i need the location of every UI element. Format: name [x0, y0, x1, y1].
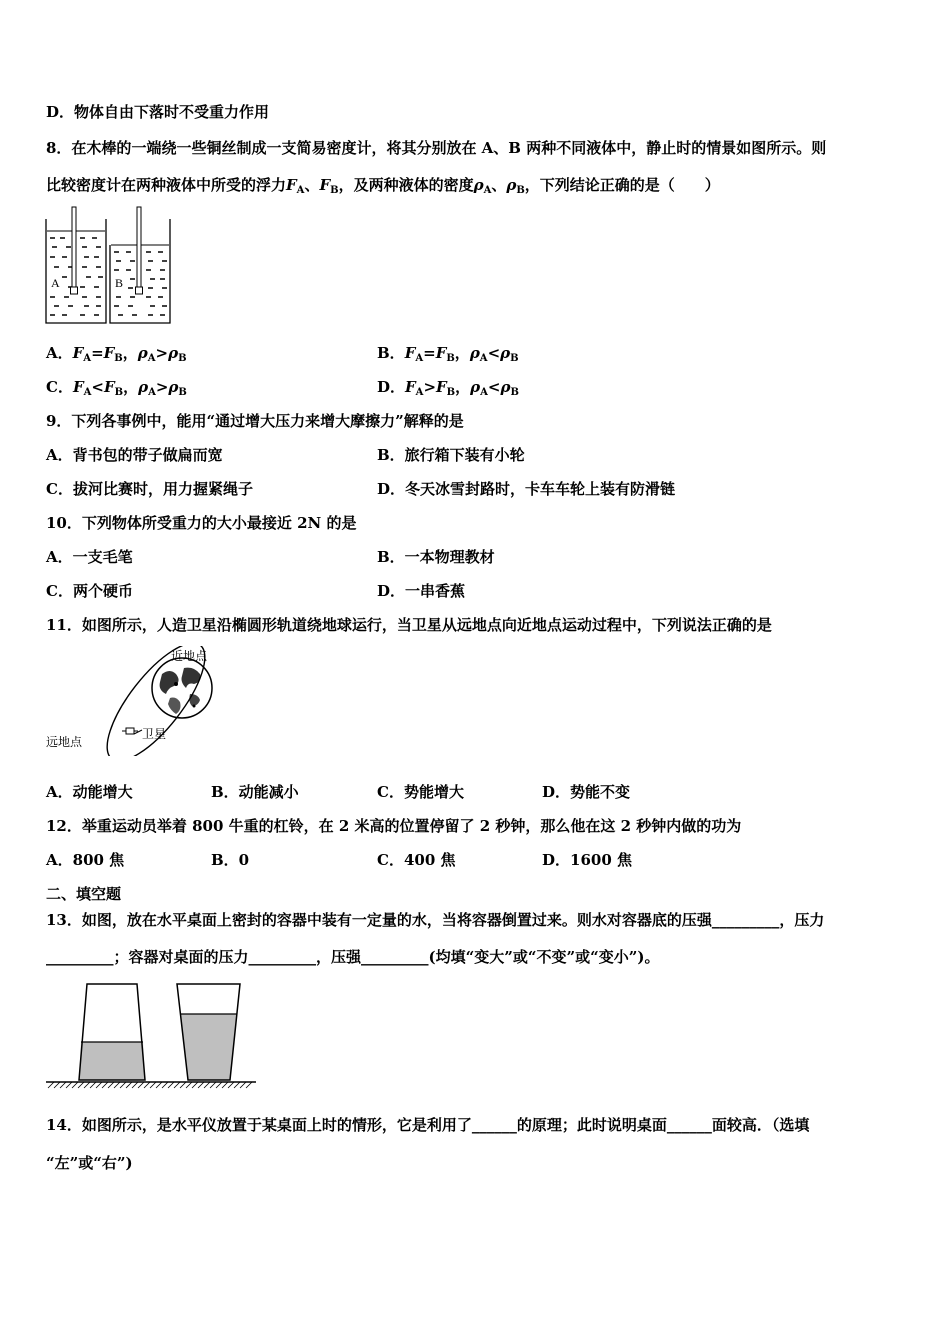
hydrometer-a: [71, 207, 78, 294]
q13-container-figure: [44, 980, 260, 1092]
q13-stem-line1: 13．如图，放在水平桌面上密封的容器中装有一定量的水，当将容器倒置过来。则水对容器底的压强_________，压力: [46, 911, 825, 929]
q12-option-c: C．400 焦: [377, 851, 456, 869]
q8-option-a: A．$F_A=F_B$，$\rho_A>\rho_B$: [46, 344, 187, 364]
q10-option-a: A．一支毛笔: [46, 548, 133, 566]
q13-stem-line2: _________；容器对桌面的压力_________，压强_________(均填“变大”或“不变”或“变小”)。: [46, 948, 660, 966]
q8-option-d: D．$F_A>F_B$，$\rho_A<\rho_B$: [377, 378, 519, 398]
q8-stem-line1: 8．在木棒的一端绕一些铜丝制成一支简易密度计，将其分别放在 A、B 两种不同液体中，静止时的情景如图所示。则: [46, 139, 827, 157]
tabletop-hatch: [48, 1082, 252, 1088]
q12-option-d: D．1600 焦: [542, 851, 632, 869]
q8-hydrometer-figure: [44, 205, 174, 327]
q11-option-a: A．动能增大: [46, 783, 133, 801]
q12-option-a: A．800 焦: [46, 851, 125, 869]
label-satellite: 卫星: [142, 727, 167, 741]
q12-option-b: B．0: [211, 851, 250, 869]
q10-option-d: D．一串香蕉: [377, 582, 466, 600]
q8-option-c: C．$F_A<F_B$，$\rho_A>\rho_B$: [46, 378, 187, 398]
q11-satellite-orbit-figure: [44, 646, 224, 756]
beaker-label-b: B: [115, 276, 124, 290]
q9-option-d: D．冬天冰雪封路时，卡车车轮上装有防滑链: [377, 480, 676, 498]
q8-option-b: B．$F_A=F_B$，$\rho_A<\rho_B$: [377, 344, 519, 364]
q14-stem-line2: “左”或“右”): [46, 1154, 133, 1172]
q10-option-b: B．一本物理教材: [377, 548, 495, 566]
section-title-fill-in: 二、填空题: [46, 885, 122, 903]
q8-stem-line2: 比较密度计在两种液体中所受的浮力$F_A$、$F_B$，及两种液体的密度$\rho_A$、$\rho_B$，下列结论正确的是（ ）: [46, 176, 720, 196]
hydrometer-b: [136, 207, 143, 294]
container-inverted: [177, 984, 240, 1080]
q10-stem: 10．下列物体所受重力的大小最接近 2N 的是: [46, 514, 357, 532]
q7-option-d: D．物体自由下落时不受重力作用: [46, 103, 270, 121]
beaker-label-a: A: [51, 276, 60, 290]
q9-option-c: C．拔河比赛时，用力握紧绳子: [46, 480, 253, 498]
q11-option-c: C．势能增大: [377, 783, 464, 801]
q11-option-b: B．动能减小: [211, 783, 299, 801]
q11-option-d: D．势能不变: [542, 783, 631, 801]
q9-option-b: B．旅行箱下装有小轮: [377, 446, 525, 464]
container-upright: [79, 984, 145, 1080]
q12-stem: 12．举重运动员举着 800 牛重的杠铃，在 2 米高的位置停留了 2 秒钟，那么他在这 2 秒钟内做的功为: [46, 817, 742, 835]
q14-stem-line1: 14．如图所示，是水平仪放置于某桌面上时的情形，它是利用了______的原理；此时说明桌面______面较高．（选填: [46, 1116, 810, 1134]
q9-option-a: A．背书包的带子做扁而宽: [46, 446, 223, 464]
label-apogee: 远地点: [46, 735, 83, 749]
q9-stem: 9．下列各事例中，能用“通过增大压力来增大摩擦力”解释的是: [46, 412, 464, 430]
label-perigee: 近地点: [171, 649, 208, 663]
liquid-dashes: [50, 238, 167, 315]
q11-stem: 11．如图所示，人造卫星沿椭圆形轨道绕地球运行，当卫星从远地点向近地点运动过程中，下列说法正确的是: [46, 616, 772, 634]
q10-option-c: C．两个硬币: [46, 582, 133, 600]
